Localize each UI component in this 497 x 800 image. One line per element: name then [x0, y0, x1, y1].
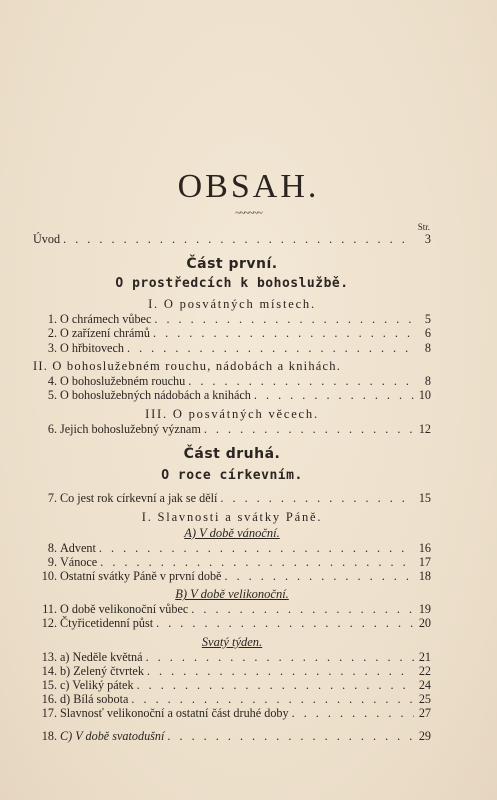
subsection-title-text: A) V době vánoční.: [184, 525, 280, 540]
entry-number: 9.: [47, 554, 57, 569]
entry-number: 17.: [41, 706, 57, 721]
entry-page: 29: [418, 728, 431, 743]
leader-dots: [224, 569, 414, 583]
entry-page: 19: [418, 602, 431, 617]
entry-number: 4.: [47, 373, 57, 388]
leader-dots: [154, 312, 414, 326]
leader-dots: [99, 541, 414, 555]
entry-text: c) Veliký pátek: [60, 678, 134, 693]
toc-entry: [33, 616, 431, 630]
page-column-header: Str.: [417, 222, 430, 232]
entry-number: 12.: [41, 616, 57, 631]
entry-text: O hřbitovech: [60, 340, 124, 355]
entry-page: 18: [418, 569, 431, 584]
entry-text: O bohoslužebném rouchu: [60, 373, 186, 388]
toc-entry: [33, 664, 431, 678]
subsection-title-text: B) V době velikonoční.: [175, 587, 289, 602]
part-heading: Část druhá.: [183, 446, 281, 463]
entry-number: 3.: [47, 340, 57, 355]
toc-entry: [33, 729, 431, 743]
toc-entry: [33, 312, 431, 326]
entry-text: Slavnosť velikonoční a ostatní část druhé doby: [60, 706, 289, 721]
toc-entry: [33, 326, 431, 340]
part-heading: Část první.: [186, 256, 278, 273]
entry-text: O zařízení chrámů: [60, 326, 151, 341]
entry-text: O chrámech vůbec: [60, 312, 152, 327]
entry-number: 8.: [47, 540, 57, 555]
entry-number: 5.: [47, 388, 57, 403]
entry-text: Advent: [60, 540, 96, 555]
leader-dots: [204, 422, 414, 436]
entry-text: Čtyřicetidenní půst: [60, 616, 154, 631]
entry-text: Vánoce: [60, 554, 98, 569]
entry-number: 2.: [47, 326, 57, 341]
entry-number: 6.: [47, 422, 57, 437]
entry-page: 17: [418, 554, 431, 569]
section-title: II. O bohoslužebném rouchu, nádobách a knihách.: [33, 358, 342, 373]
entry-text: d) Bílá sobota: [60, 692, 129, 707]
toc-entry: [33, 422, 431, 436]
leader-dots: [127, 341, 414, 355]
toc-entry: [33, 388, 431, 402]
toc-entry: [33, 678, 431, 692]
entry-page: 10: [418, 388, 431, 403]
part-subtitle: O roce církevním.: [161, 468, 303, 484]
entry-text: Ostatní svátky Páně v první době: [60, 569, 222, 584]
entry-page: 8: [424, 373, 431, 388]
subsection-title-text: Svatý týden.: [201, 634, 263, 649]
entry-text: C) V době svatodušní: [60, 728, 165, 743]
leader-dots: [137, 678, 414, 692]
toc-entry: [33, 602, 431, 616]
entry-text: a) Neděle květná: [60, 649, 143, 664]
leader-dots: [63, 232, 414, 246]
part-subtitle: O prostředcích k bohoslužbě.: [115, 276, 349, 292]
entry-page: 15: [418, 491, 431, 506]
entry-text: Úvod: [33, 232, 61, 246]
toc-entry: [33, 569, 431, 583]
toc-entry: [33, 555, 431, 569]
leader-dots: [292, 706, 414, 720]
section-title: III. O posvátných věcech.: [145, 407, 319, 422]
section-title: I. O posvátných místech.: [148, 297, 316, 312]
leader-dots: [156, 616, 414, 630]
page-title: OBSAH.: [177, 168, 320, 205]
entry-page: 16: [418, 540, 431, 555]
entry-text: Co jest rok církevní a jak se dělí: [60, 491, 218, 506]
entry-page: 22: [418, 663, 431, 678]
leader-dots: [254, 388, 414, 402]
entry-number: 18.: [41, 728, 57, 743]
toc-entry: [33, 341, 431, 355]
entry-number: 13.: [41, 649, 57, 664]
leader-dots: [191, 602, 414, 616]
toc-entry: [33, 491, 431, 505]
toc-entry: [33, 706, 431, 720]
entry-page: 24: [418, 678, 431, 693]
leader-dots: [220, 491, 414, 505]
entry-text: O bohoslužebných nádobách a knihách: [60, 388, 251, 403]
subsection-title: [33, 525, 431, 541]
entry-page: 21: [418, 649, 431, 664]
entry-number: 1.: [47, 312, 57, 327]
table-of-contents: [33, 232, 431, 743]
toc-entry-intro: [33, 232, 431, 246]
entry-page: 5: [424, 312, 431, 327]
leader-dots: [147, 664, 414, 678]
leader-dots: [100, 555, 414, 569]
entry-page: 6: [424, 326, 431, 341]
entry-number: 14.: [41, 663, 57, 678]
toc-entry: [33, 692, 431, 706]
entry-number: 11.: [42, 602, 57, 617]
toc-entry: [33, 374, 431, 388]
entry-page: 27: [418, 706, 431, 721]
entry-page: 8: [424, 340, 431, 355]
title-ornament: ~~~~~~: [235, 208, 262, 219]
entry-text: O době velikonoční vůbec: [60, 602, 189, 617]
toc-entry: [33, 650, 431, 664]
leader-dots: [146, 650, 414, 664]
leader-dots: [153, 326, 414, 340]
entry-number: 10.: [41, 569, 57, 584]
entry-number: 16.: [41, 692, 57, 707]
subsection-title: [33, 586, 431, 602]
entry-number: 7.: [47, 491, 57, 506]
toc-entry: [33, 541, 431, 555]
entry-page: 12: [418, 422, 431, 437]
entry-number: 15.: [41, 678, 57, 693]
entry-text: Jejich bohoslužebný význam: [60, 422, 201, 437]
leader-dots: [188, 374, 414, 388]
entry-text: b) Zelený čtvrtek: [60, 663, 144, 678]
entry-page: 20: [418, 616, 431, 631]
entry-page: 3: [424, 232, 431, 246]
section-title: I. Slavnosti a svátky Páně.: [141, 509, 323, 524]
subsection-title: [33, 634, 431, 650]
entry-page: 25: [418, 692, 431, 707]
leader-dots: [167, 729, 414, 743]
leader-dots: [131, 692, 414, 706]
